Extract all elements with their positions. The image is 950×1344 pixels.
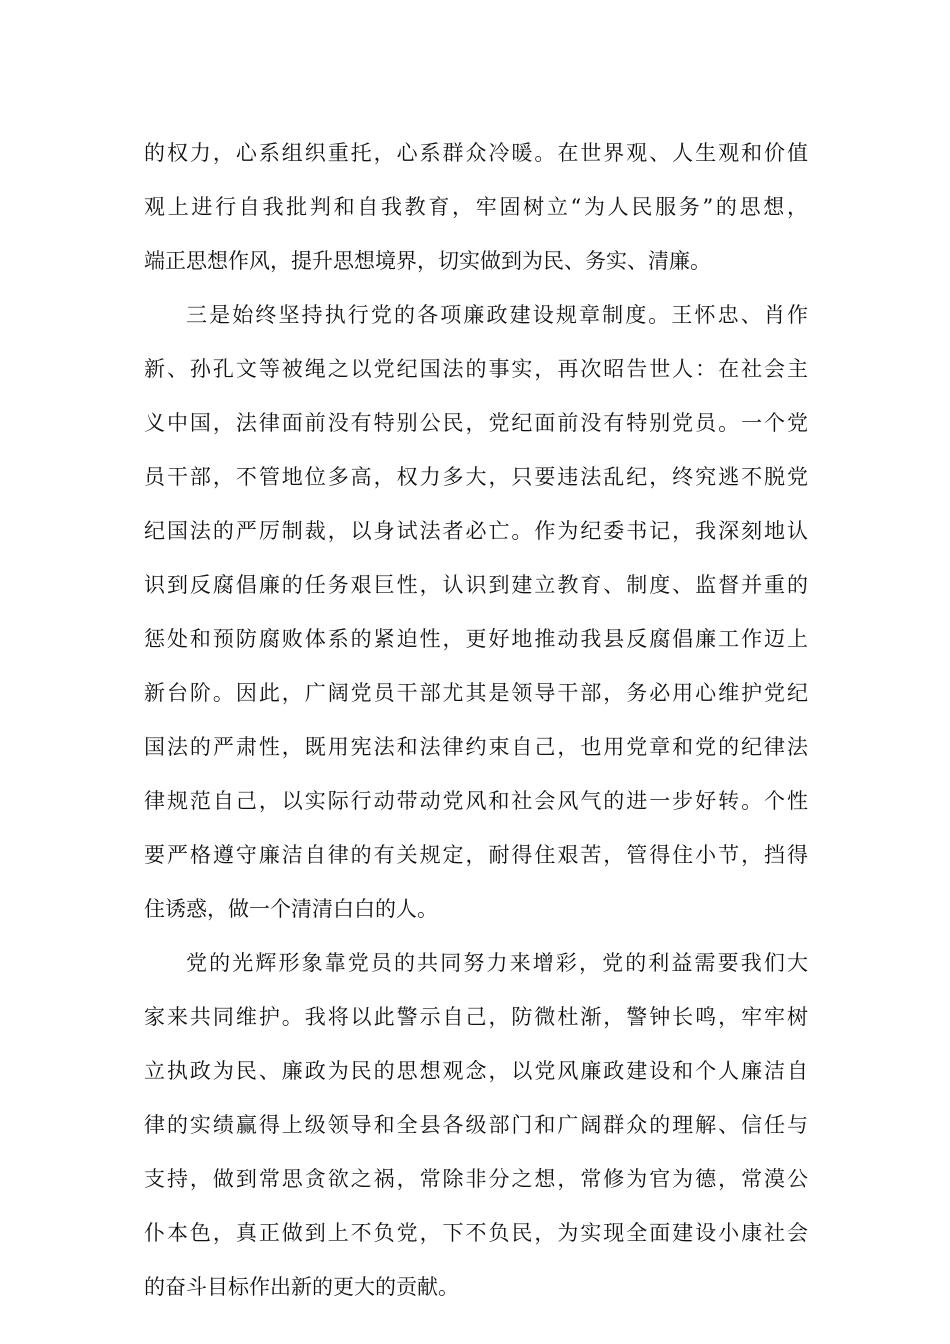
paragraph-1-line-1: 的权力，心系组织重托，心系群众冷暖。在世界观、人生观和价值 — [144, 141, 808, 165]
paragraph-2-line-9: 国法的严肃性，既用宪法和法律约束自己，也用党章和党的纪律法 — [144, 735, 808, 759]
paragraph-3-line-4: 律的实绩赢得上级领导和全县各级部门和广阔群众的理解、信任与 — [144, 1113, 808, 1137]
paragraph-1-line-3: 端正思想作风，提升思想境界，切实做到为民、务实、清廉。 — [144, 249, 711, 273]
paragraph-3-line-3: 立执政为民、廉政为民的思想观念，以党风廉政建设和个人廉洁自 — [144, 1059, 808, 1083]
paragraph-1-line-2: 观上进行自我批判和自我教育，牢固树立“为人民服务”的思想， — [144, 195, 808, 219]
paragraph-3-line-6: 仆本色，真正做到上不负党，下不负民，为实现全面建设小康社会 — [144, 1221, 808, 1245]
paragraph-3-line-5: 支持，做到常思贪欲之祸，常除非分之想，常修为官为德，常漠公 — [144, 1167, 808, 1191]
paragraph-2-line-11: 要严格遵守廉洁自律的有关规定，耐得住艰苦，管得住小节，挡得 — [144, 843, 808, 867]
paragraph-2-line-4: 员干部，不管地位多高，权力多大，只要违法乱纪，终究逃不脱党 — [144, 465, 808, 489]
paragraph-2-line-10: 律规范自己，以实际行动带动党风和社会风气的进一步好转。个性 — [144, 789, 808, 813]
paragraph-2-line-8: 新台阶。因此，广阔党员干部尤其是领导干部，务必用心维护党纪 — [144, 681, 808, 705]
document-body — [144, 126, 808, 1314]
paragraph-3-line-7: 的奋斗目标作出新的更大的贡献。 — [144, 1275, 459, 1299]
paragraph-2-line-7: 惩处和预防腐败体系的紧迫性，更好地推动我县反腐倡廉工作迈上 — [144, 627, 808, 651]
paragraph-2-line-1: 三是始终坚持执行党的各项廉政建设规章制度。王怀忠、肖作 — [186, 303, 808, 327]
paragraph-2-line-3: 义中国，法律面前没有特别公民，党纪面前没有特别党员。一个党 — [144, 411, 808, 435]
paragraph-2-line-6: 识到反腐倡廉的任务艰巨性，认识到建立教育、制度、监督并重的 — [144, 573, 808, 597]
paragraph-2-line-2: 新、孙孔文等被绳之以党纪国法的事实，再次昭告世人：在社会主 — [144, 357, 808, 381]
paragraph-2-line-12: 住诱惑，做一个清清白白的人。 — [144, 897, 438, 921]
paragraph-3-line-2: 家来共同维护。我将以此警示自己，防微杜渐，警钟长鸣，牢牢树 — [144, 1005, 808, 1029]
paragraph-3-line-1: 党的光辉形象靠党员的共同努力来增彩，党的利益需要我们大 — [186, 951, 808, 975]
paragraph-2-line-5: 纪国法的严厉制裁，以身试法者必亡。作为纪委书记，我深刻地认 — [144, 519, 808, 543]
